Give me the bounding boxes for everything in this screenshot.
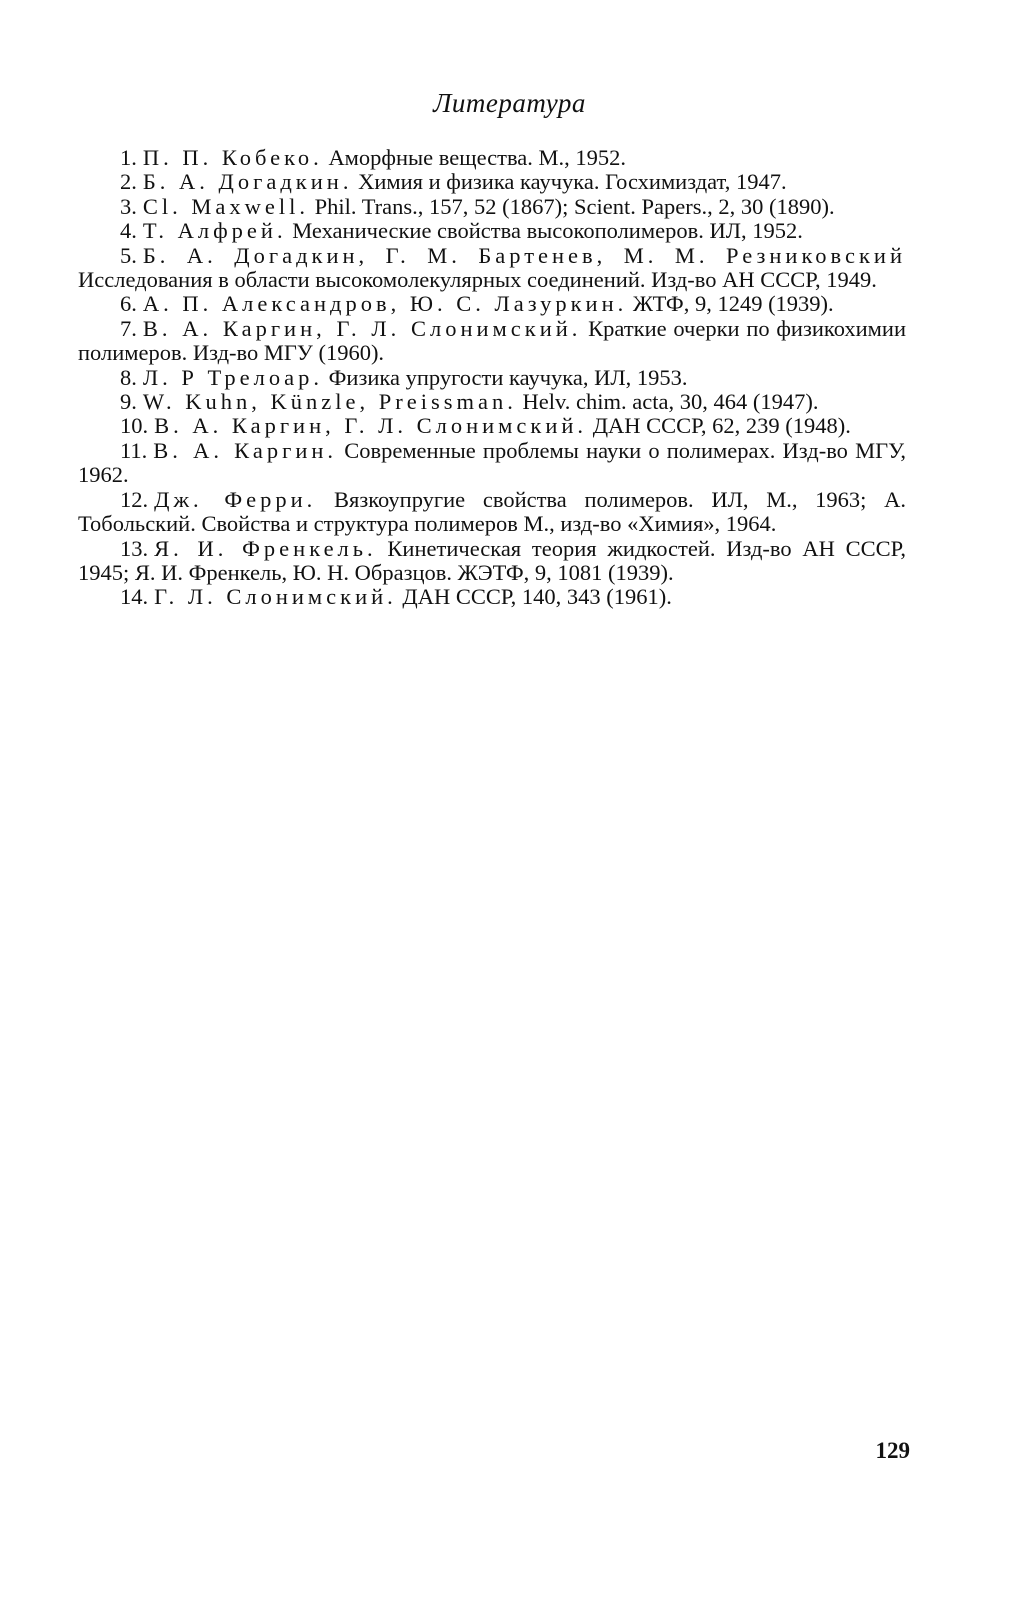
reference-item bbox=[78, 195, 906, 219]
reference-number: 14. bbox=[120, 584, 149, 610]
reference-author: В. А. Каргин, Г. Л. Слонимский. bbox=[142, 315, 582, 341]
reference-author: В. А. Каргин, Г. Л. Слонимский. bbox=[154, 413, 588, 439]
reference-author: Л. Р Трелоар. bbox=[142, 364, 323, 390]
reference-number: 1. bbox=[120, 145, 137, 170]
reference-author: Cl. Maxwell. bbox=[142, 193, 309, 219]
reference-item bbox=[78, 439, 906, 488]
reference-author: П. П. Кобеко. bbox=[142, 145, 323, 170]
reference-item bbox=[78, 244, 906, 293]
reference-number: 4. bbox=[120, 218, 137, 244]
reference-number: 11. bbox=[120, 437, 148, 463]
reference-item bbox=[78, 390, 906, 414]
reference-text: Современные проблемы науки о полимерах. Изд-во МГУ, 1962. bbox=[78, 437, 906, 488]
reference-text: Phil. Trans., 157, 52 (1867); Scient. Papers., 2, 30 (1890). bbox=[309, 193, 835, 219]
reference-author: Т. Алфрей. bbox=[142, 218, 287, 244]
reference-item bbox=[78, 170, 906, 194]
reference-list bbox=[78, 146, 906, 610]
reference-author: Б. А. Догадкин. bbox=[142, 169, 353, 195]
reference-number: 13. bbox=[120, 535, 149, 561]
reference-text: Кинетическая теория жидкостей. Изд-во АН СССР, 1945; Я. И. Френкель, Ю. Н. Образцов. ЖЭТФ, 9, 1081 (1939). bbox=[78, 535, 906, 585]
reference-text: Краткие очерки по физикохимии полимеров. Изд-во МГУ (1960). bbox=[78, 315, 906, 366]
reference-author: Я. И. Френкель. bbox=[154, 535, 377, 561]
reference-number: 10. bbox=[120, 413, 149, 439]
reference-author: Дж. Ферри. bbox=[154, 486, 317, 512]
reference-number: 3. bbox=[120, 193, 137, 219]
reference-text: Аморфные вещества. М., 1952. bbox=[322, 145, 627, 170]
reference-author: В. А. Каргин. bbox=[153, 437, 338, 463]
reference-author: Г. Л. Слонимский. bbox=[154, 584, 397, 610]
reference-item bbox=[78, 366, 906, 390]
reference-text: Механические свойства высокополимеров. ИЛ, 1952. bbox=[286, 218, 803, 244]
reference-text: Вязкоупругие свойства полимеров. ИЛ, М., 1963; А. Тобольский. Свойства и структура полимеров М., изд-во «Химия», 1964. bbox=[78, 486, 906, 537]
reference-text: Химия и физика каучука. Госхимиздат, 1947. bbox=[352, 169, 787, 195]
reference-item bbox=[78, 292, 906, 316]
reference-text: Исследования в области высокомолекулярных соединений. Изд-во АН СССР, 1949. bbox=[78, 267, 877, 293]
reference-item bbox=[78, 414, 906, 438]
reference-item bbox=[78, 537, 906, 586]
reference-text: ЖТФ, 9, 1249 (1939). bbox=[627, 291, 834, 317]
reference-number: 12. bbox=[120, 486, 149, 512]
page-number: 129 bbox=[875, 1438, 910, 1463]
reference-item bbox=[78, 585, 906, 609]
reference-text: Физика упругости каучука, ИЛ, 1953. bbox=[323, 364, 688, 390]
reference-item bbox=[78, 219, 906, 243]
page-heading: Литература bbox=[433, 88, 586, 118]
reference-author: Б. А. Догадкин, Г. М. Бартенев, М. М. Резниковский bbox=[142, 242, 906, 268]
reference-text: ДАН СССР, 62, 239 (1948). bbox=[587, 413, 851, 439]
reference-number: 2. bbox=[120, 169, 137, 195]
reference-author: W. Kuhn, Künzle, Preissman. bbox=[142, 389, 517, 415]
reference-text: Helv. chim. acta, 30, 464 (1947). bbox=[516, 389, 819, 415]
reference-item bbox=[78, 317, 906, 366]
reference-number: 8. bbox=[120, 364, 137, 390]
reference-item bbox=[78, 146, 906, 170]
reference-author: А. П. Александров, Ю. С. Лазуркин. bbox=[142, 291, 628, 317]
reference-number: 5. bbox=[120, 242, 137, 268]
reference-number: 7. bbox=[120, 315, 137, 341]
reference-number: 6. bbox=[120, 291, 137, 317]
reference-text: ДАН СССР, 140, 343 (1961). bbox=[396, 584, 672, 610]
reference-number: 9. bbox=[120, 389, 137, 415]
reference-item bbox=[78, 488, 906, 537]
